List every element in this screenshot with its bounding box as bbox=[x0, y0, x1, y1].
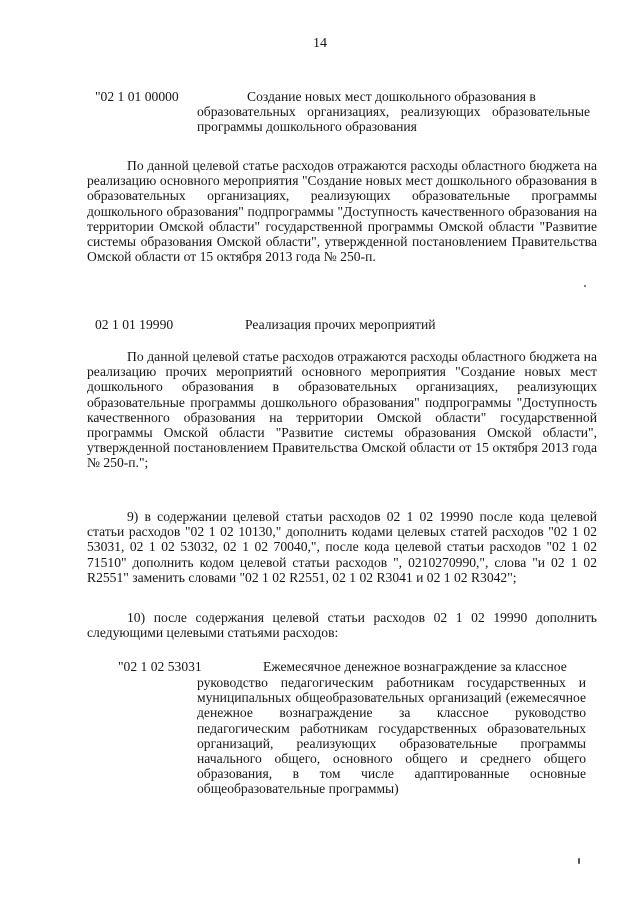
budget-code: "02 1 01 00000 bbox=[95, 89, 179, 104]
budget-code: "02 1 02 53031 bbox=[118, 659, 202, 674]
budget-code: 02 1 01 19990 bbox=[95, 317, 174, 332]
description-paragraph: По данной целевой статье расходов отражаются расходы областного бюджета на реализацию основного мероприятия "Создание новых мест дошкольного образования в образовательных организациях, реализующих образовательные программы дошкольного образования" подпрограммы "Доступность качественного образования на территории Омской области" государственной программы Омской области "Развитие системы образования Омской области", утвержденной постановлением Правительства Омской области от 15 октября 2013 года № 250-п. bbox=[87, 158, 597, 265]
amendment-item-10: 10) после содержания целевой статьи расходов 02 1 02 19990 дополнить следующими целевыми статьями расходов: bbox=[87, 610, 597, 641]
budget-article-title: Реализация прочих мероприятий bbox=[245, 317, 436, 332]
page-number: 14 bbox=[313, 36, 327, 51]
scan-speck bbox=[578, 858, 580, 864]
budget-article-title-continued: руководство педагогическим работникам государственных и муниципальных общеобразовательных организаций (ежемесячное денежное вознаграждение за классное руководство педагогическим работникам государственных образовательных организаций, реализующих образовательные программы начального общего, основного общего и среднего общего образования, в том числе адаптированные основные общеобразовательные программы) bbox=[197, 675, 586, 797]
scan-speck bbox=[584, 285, 586, 287]
budget-article-title: Создание новых мест дошкольного образования в bbox=[247, 89, 536, 104]
description-paragraph: По данной целевой статье расходов отражаются расходы областного бюджета на реализацию прочих мероприятий основного мероприятия "Создание новых мест дошкольного образования в образовательных организациях, реализующих образовательные программы дошкольного образования" подпрограммы "Доступность качественного образования на территории Омской области" государственной программы Омской области "Развитие системы образования Омской области", утвержденной постановлением Правительства Омской области от 15 октября 2013 года № 250-п."; bbox=[87, 349, 597, 471]
amendment-item-9: 9) в содержании целевой статьи расходов 02 1 02 19990 после кода целевой статьи расходов "02 1 02 10130," дополнить кодами целевых статей расходов "02 1 02 53031, 02 1 02 53032, 02 1 02 70040,", после кода целевой статьи расходов "02 1 02 71510" дополнить кодом целевой статьи расходов ", 0210270990,", слова "и 02 1 02 R2551" заменить словами "02 1 02 R2551, 02 1 02 R3041 и 02 1 02 R3042"; bbox=[87, 509, 597, 585]
budget-article-title-continued: образовательных организациях, реализующих образовательные программы дошкольного образования bbox=[197, 104, 590, 135]
budget-article-title: Ежемесячное денежное вознаграждение за классное bbox=[263, 659, 567, 674]
